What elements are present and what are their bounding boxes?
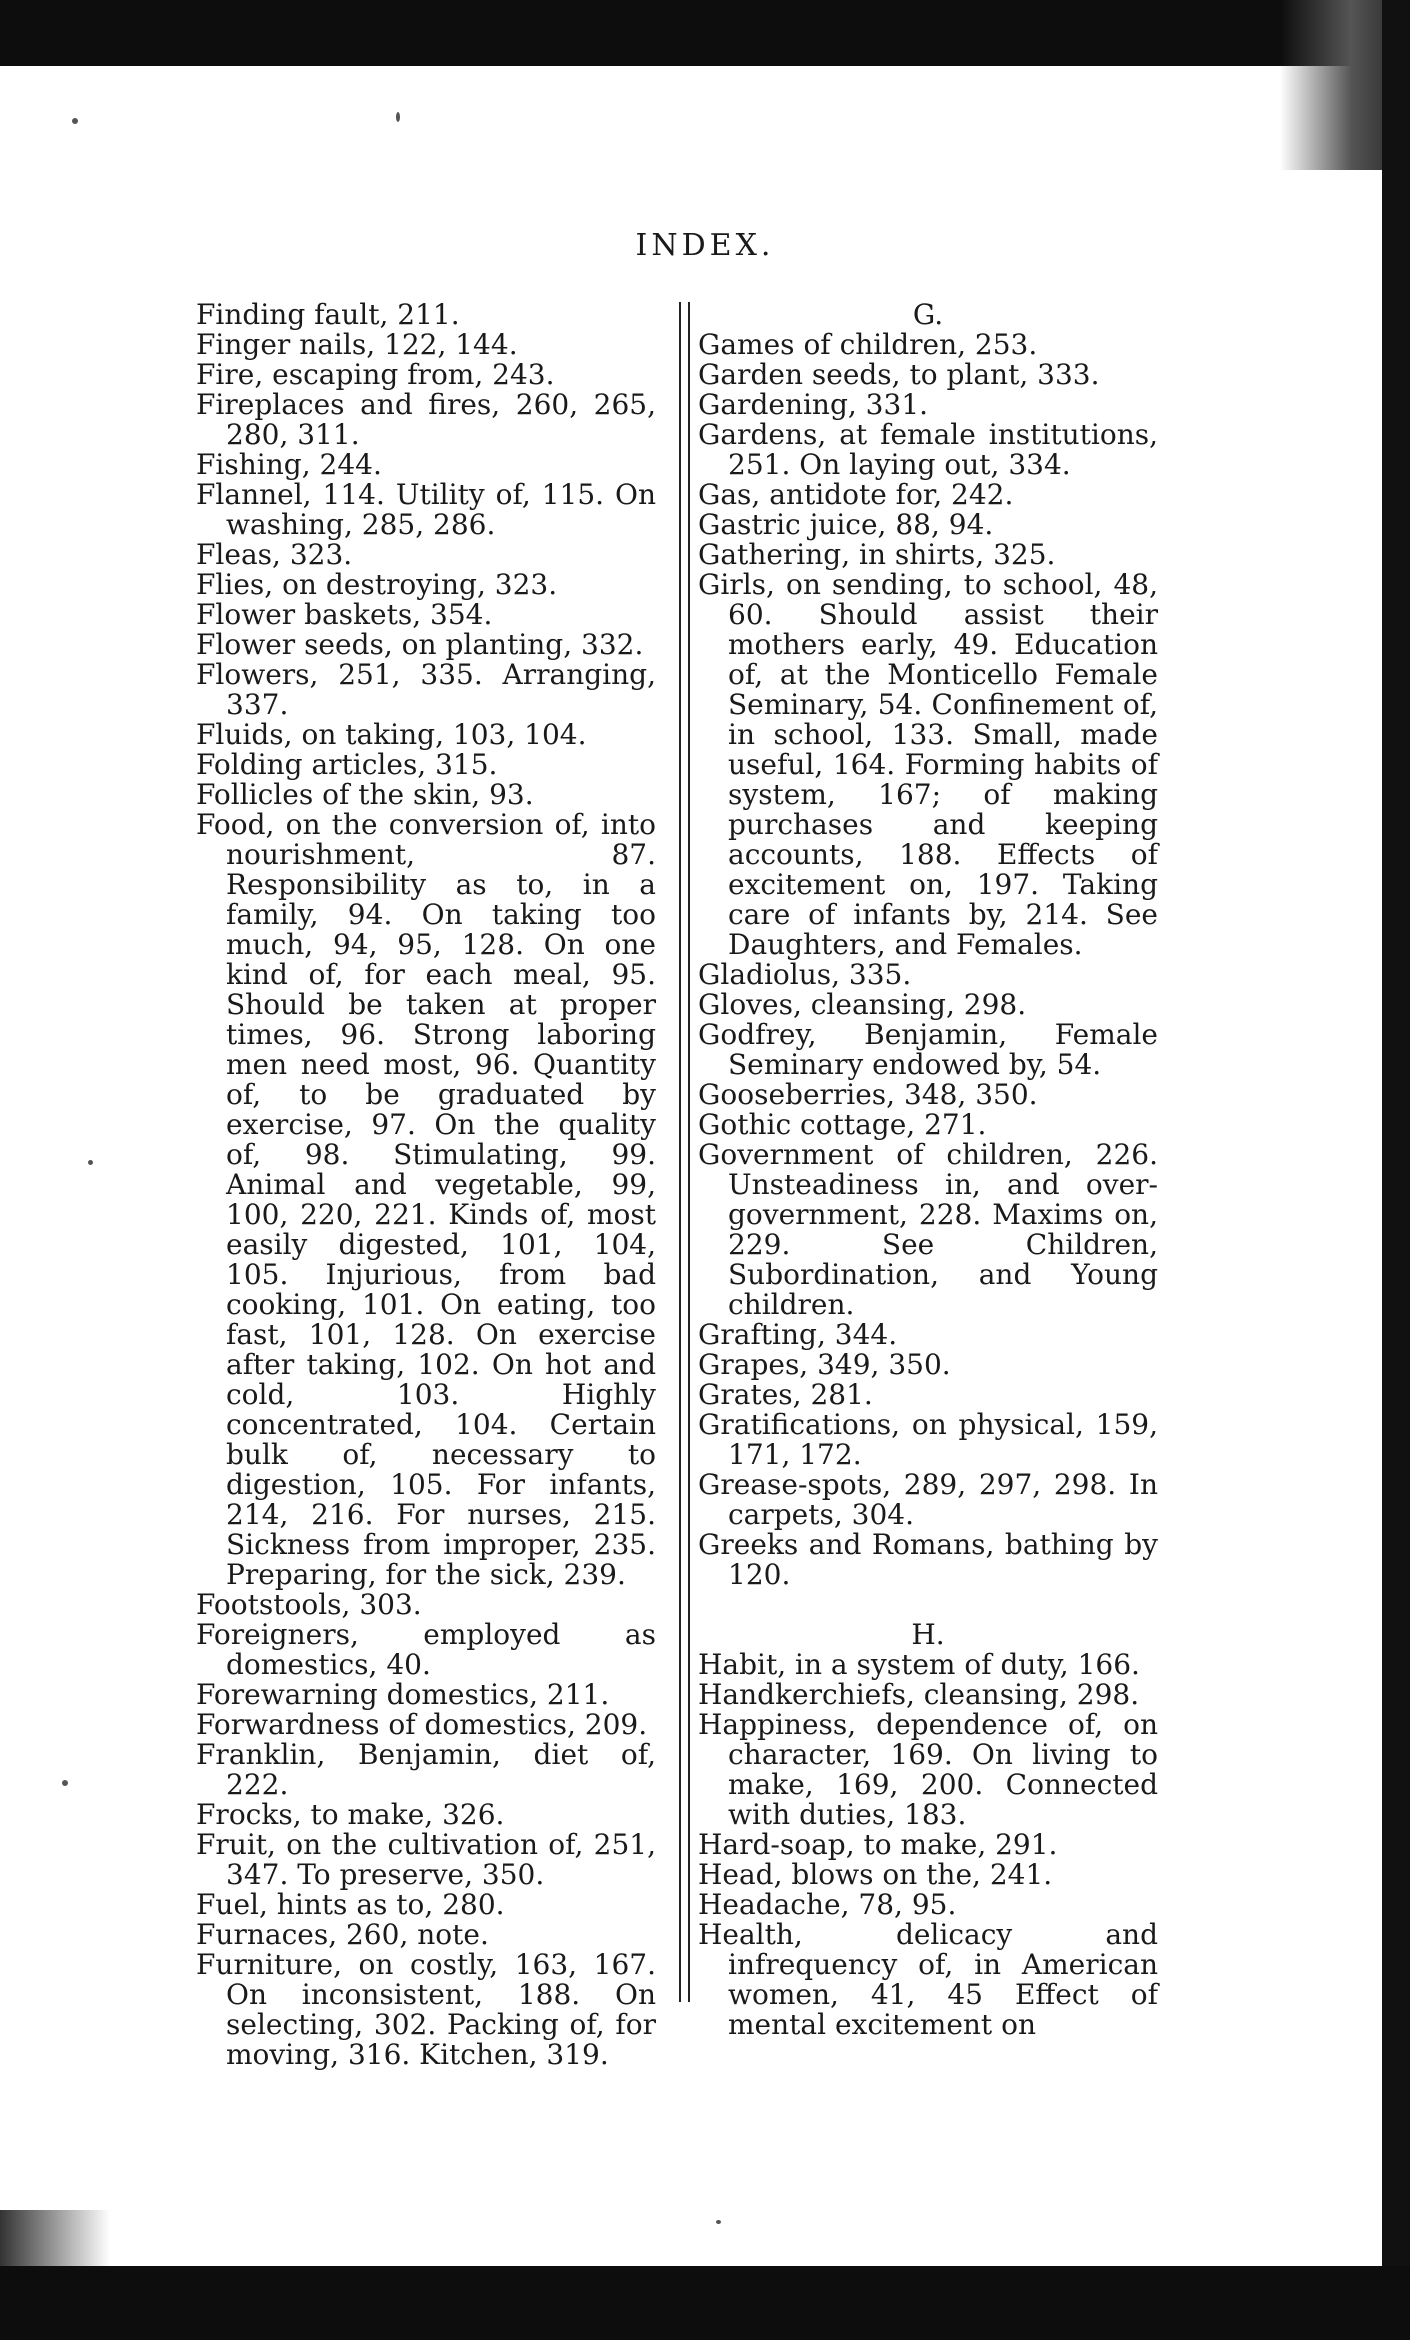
- index-entry: Foreigners, employed as domestics, 40.: [196, 1618, 656, 1681]
- scan-border-top: [0, 0, 1410, 66]
- index-entry: Frocks, to make, 326.: [196, 1798, 505, 1831]
- index-entry: Finger nails, 122, 144.: [196, 328, 518, 361]
- index-entry: Gas, antidote for, 242.: [698, 478, 1014, 511]
- index-column-left: [196, 300, 656, 2070]
- index-entry: Headache, 78, 95.: [698, 1888, 957, 1921]
- index-entry: Forwardness of domestics, 209.: [196, 1708, 648, 1741]
- index-entry: Grapes, 349, 350.: [698, 1348, 951, 1381]
- index-entry: Grafting, 344.: [698, 1318, 898, 1351]
- section-gap: [698, 1590, 1158, 1620]
- index-entry: Furnaces, 260, note.: [196, 1918, 489, 1951]
- index-entry: Fireplaces and fires, 260, 265, 280, 311.: [196, 388, 656, 451]
- section-letter-h: H.: [911, 1618, 945, 1651]
- index-entry: Footstools, 303.: [196, 1588, 422, 1621]
- index-entry: Finding fault, 211.: [196, 298, 460, 331]
- index-entry: Forewarning domestics, 211.: [196, 1678, 610, 1711]
- index-entry: Habit, in a system of duty, 166.: [698, 1648, 1140, 1681]
- index-entry: Games of children, 253.: [698, 328, 1038, 361]
- index-entry: Flannel, 114. Utility of, 115. On washing, 285, 286.: [196, 478, 656, 541]
- index-entry: Fire, escaping from, 243.: [196, 358, 555, 391]
- scan-border-right: [1382, 0, 1410, 2340]
- index-entry: Gastric juice, 88, 94.: [698, 508, 994, 541]
- index-entry: Furniture, on costly, 163, 167. On inconsistent, 188. On selecting, 302. Packing of, for moving, 316. Kitchen, 319.: [196, 1948, 656, 2071]
- index-entry: Gathering, in shirts, 325.: [698, 538, 1056, 571]
- paper-speck: [62, 1780, 68, 1786]
- index-entry: Girls, on sending, to school, 48, 60. Should assist their mothers early, 49. Education of, at the Monticello Female Seminary, 54. Confinement of, in school, 133. Small, made useful, 164. Forming habits of system, 167; of making purchases and keeping accounts, 188. Effects of excitement on, 197. Taking care of infants by, 214. See Daughters, and Females.: [698, 568, 1158, 961]
- index-entry: Happiness, dependence of, on character, 169. On living to make, 169, 200. Connected with duties, 183.: [698, 1708, 1158, 1831]
- index-entry: Grates, 281.: [698, 1378, 873, 1411]
- section-letter-g: G.: [912, 298, 944, 331]
- index-entry: Government of children, 226. Unsteadiness in, and over-government, 228. Maxims on, 229. See Children, Subordination, and Young children.: [698, 1138, 1158, 1321]
- section-g-entries: [698, 330, 1158, 1590]
- index-entry: Gooseberries, 348, 350.: [698, 1078, 1038, 1111]
- index-entry: Follicles of the skin, 93.: [196, 778, 534, 811]
- index-entry: Grease-spots, 289, 297, 298. In carpets, 304.: [698, 1468, 1158, 1531]
- index-entry: Fleas, 323.: [196, 538, 353, 571]
- index-entry: Flies, on destroying, 323.: [196, 568, 558, 601]
- column-divider: [679, 302, 690, 2002]
- index-entry: Gratifications, on physical, 159, 171, 172.: [698, 1408, 1158, 1471]
- index-entry: Folding articles, 315.: [196, 748, 498, 781]
- index-entry: Fishing, 244.: [196, 448, 382, 481]
- index-entry: Greeks and Romans, bathing by 120.: [698, 1528, 1158, 1591]
- index-entry: Handkerchiefs, cleansing, 298.: [698, 1678, 1140, 1711]
- scan-border-bottom: [0, 2266, 1410, 2340]
- index-entry: Head, blows on the, 241.: [698, 1858, 1053, 1891]
- paper-speck: [396, 112, 400, 122]
- index-entry: Flower baskets, 354.: [196, 598, 493, 631]
- index-entry: Fuel, hints as to, 280.: [196, 1888, 505, 1921]
- index-entry: Gothic cottage, 271.: [698, 1108, 987, 1141]
- index-entry: Gladiolus, 335.: [698, 958, 912, 991]
- index-entry: Flowers, 251, 335. Arranging, 337.: [196, 658, 656, 721]
- paper-speck: [88, 1160, 93, 1165]
- index-entry: Franklin, Benjamin, diet of, 222.: [196, 1738, 656, 1801]
- paper-speck: [716, 2220, 721, 2224]
- index-entry: Food, on the conversion of, into nourishment, 87. Responsibility as to, in a family, 94. On taking too much, 94, 95, 128. On one kind of, for each meal, 95. Should be taken at proper times, 96. Strong laboring men need most, 96. Quantity of, to be graduated by exercise, 97. On the quality of, 98. Stimulating, 99. Animal and vegetable, 99, 100, 220, 221. Kinds of, most easily digested, 101, 104, 105. Injurious, from bad cooking, 101. On eating, too fast, 101, 128. On exercise after taking, 102. On hot and cold, 103. Highly concentrated, 104. Certain bulk of, necessary to digestion, 105. For infants, 214, 216. For nurses, 215. Sickness from improper, 235. Preparing, for the sick, 239.: [196, 808, 656, 1591]
- index-entry: Fluids, on taking, 103, 104.: [196, 718, 587, 751]
- index-entry: Flower seeds, on planting, 332.: [196, 628, 644, 661]
- index-entry: Gardens, at female institutions, 251. On laying out, 334.: [698, 418, 1158, 481]
- index-entry: Gardening, 331.: [698, 388, 929, 421]
- index-column-right: [698, 300, 1158, 2040]
- index-entry: Health, delicacy and infrequency of, in American women, 41, 45 Effect of mental excitement on: [698, 1918, 1158, 2041]
- index-entry: Gloves, cleansing, 298.: [698, 988, 1027, 1021]
- index-entry: Hard-soap, to make, 291.: [698, 1828, 1058, 1861]
- page-title: INDEX.: [635, 228, 775, 263]
- paper-speck: [72, 118, 78, 124]
- index-entry: Garden seeds, to plant, 333.: [698, 358, 1100, 391]
- index-entry: Fruit, on the cultivation of, 251, 347. To preserve, 350.: [196, 1828, 656, 1891]
- index-entry: Godfrey, Benjamin, Female Seminary endowed by, 54.: [698, 1018, 1158, 1081]
- section-h-entries: [698, 1650, 1158, 2040]
